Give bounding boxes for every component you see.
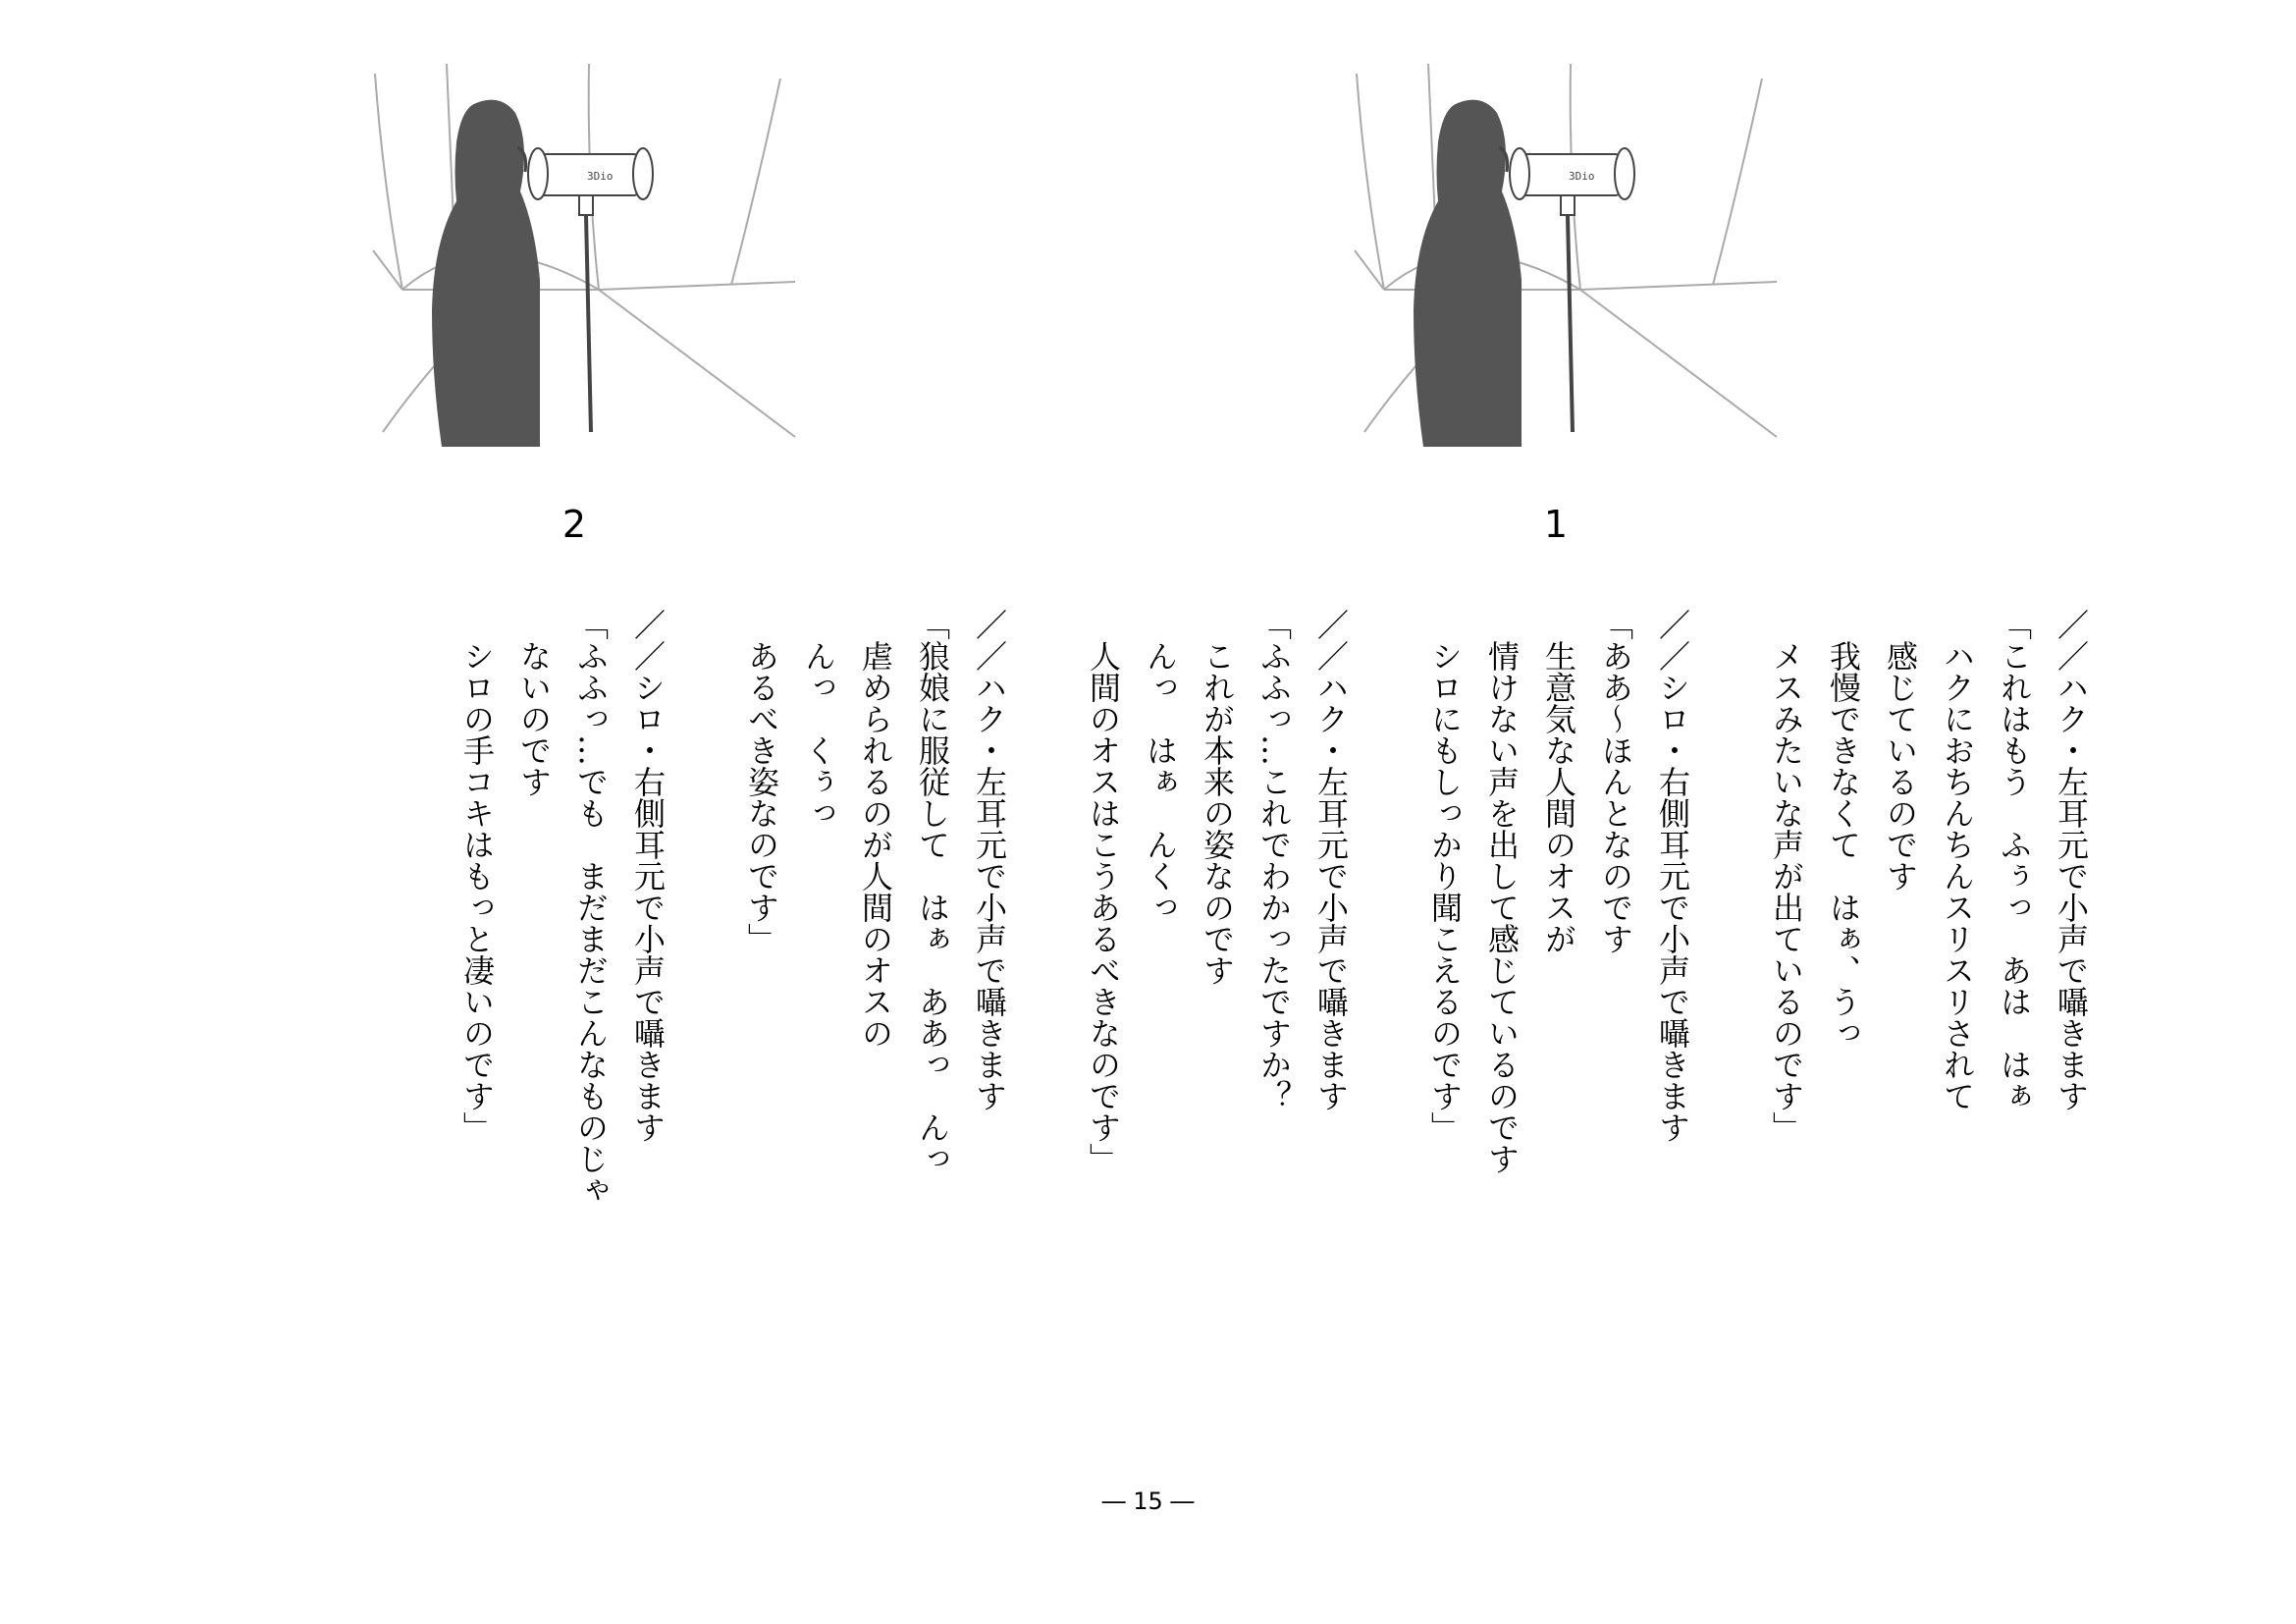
line-spacer xyxy=(1701,609,1758,1492)
dialogue-line: 感じているのです xyxy=(1882,609,1919,892)
figure-label-1: 1 xyxy=(1543,503,1569,546)
dialogue-line: 生意気な人間のオスが xyxy=(1540,609,1577,954)
stage-direction: ／／シロ・右側耳元で小声で囁きます xyxy=(629,609,667,1143)
dialogue-line: 「ふふっ…でも まだまだこんなものじゃ xyxy=(572,609,610,1206)
stage-direction: ／／ハク・左耳元で小声で囁きます xyxy=(1312,609,1350,1111)
page-number: ― 15 ― xyxy=(1101,1488,1195,1515)
stage-direction: ／／シロ・右側耳元で小声で囁きます xyxy=(1654,609,1691,1143)
dialogue-line: シロにもしっかり聞こえるのです」 xyxy=(1426,609,1464,1143)
device-label: 3Dio xyxy=(1569,170,1595,183)
dialogue-line: これが本来の姿なのです xyxy=(1199,609,1236,986)
dialogue-line: 虐められるのが人間のオスの xyxy=(857,609,894,1049)
dialogue-line: 「ふふっ…これでわかったですか？ xyxy=(1255,609,1293,1111)
line-spacer xyxy=(676,609,733,1492)
stage-direction: ／／ハク・左耳元で小声で囁きます xyxy=(971,609,1008,1111)
line-spacer xyxy=(1360,609,1416,1492)
figure-label-2: 2 xyxy=(561,503,587,546)
mic-room-diagram xyxy=(363,54,815,466)
binaural-mic-illustration-1 xyxy=(1345,54,1796,466)
mic-room-diagram xyxy=(1345,54,1796,466)
dialogue-line: 人間のオスはこうあるべきなのです」 xyxy=(1085,609,1122,1174)
dialogue-line: んっ はぁ んくっ xyxy=(1142,609,1179,923)
dialogue-line: あるべき姿なのです」 xyxy=(743,609,780,954)
binaural-mic-illustration-2 xyxy=(363,54,815,466)
stage-direction: ／／ハク・左耳元で小声で囁きます xyxy=(2053,609,2090,1111)
dialogue-line: 「ああ～ほんとなのです xyxy=(1597,609,1634,954)
script-body xyxy=(449,609,2100,1492)
dialogue-line: 我慢できなくて はぁ、うっ xyxy=(1825,609,1862,1049)
dialogue-line: 「これはもう ふぅっ あは はぁ xyxy=(1996,609,2033,1111)
dialogue-line: 情けない声を出して感じているのです xyxy=(1483,609,1521,1174)
dialogue-line: 「狼娘に服従して はぁ ああっ んっ xyxy=(914,609,951,1174)
dialogue-line: んっ くぅっ xyxy=(800,609,837,829)
dialogue-line: メスみたいな声が出ているのです」 xyxy=(1768,609,1805,1143)
dialogue-line: ハクにおちんちんスリスリされて xyxy=(1939,609,1976,1111)
line-spacer xyxy=(1018,609,1075,1492)
dialogue-line: ないのです xyxy=(515,609,553,797)
device-label: 3Dio xyxy=(587,170,614,183)
dialogue-line: シロの手コキはもっと凄いのです」 xyxy=(458,609,496,1143)
